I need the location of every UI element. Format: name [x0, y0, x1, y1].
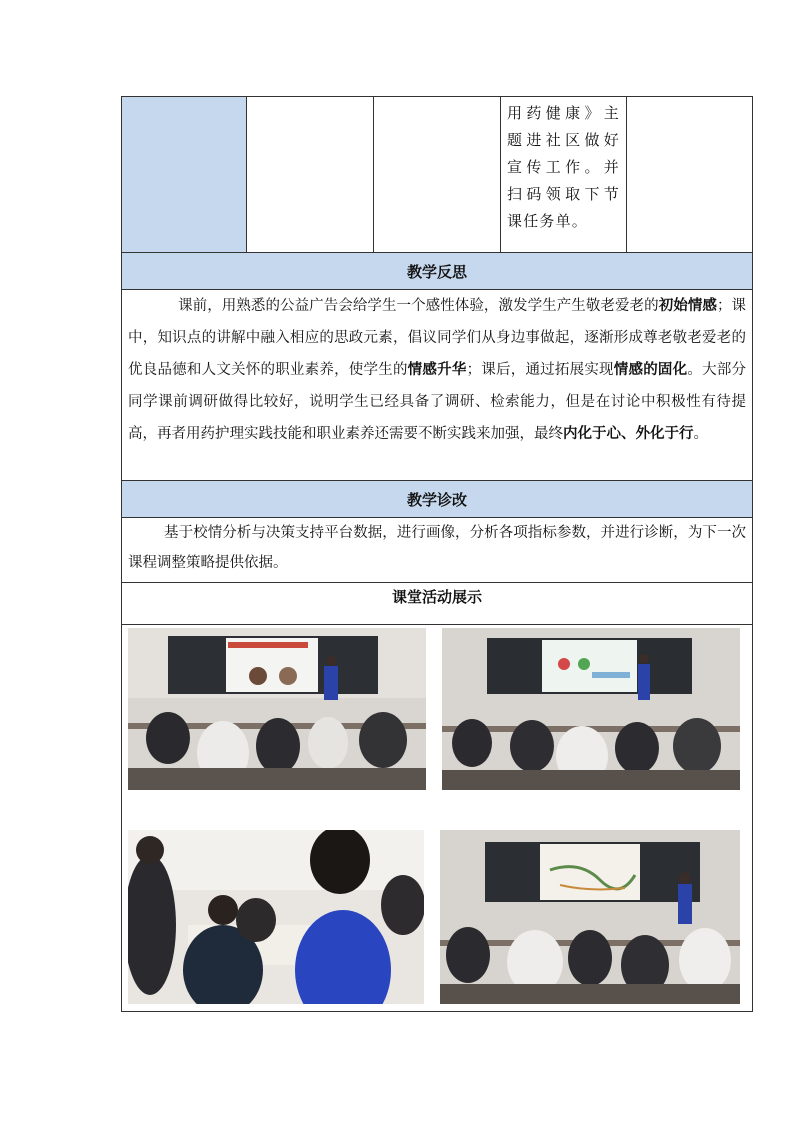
- reflection-seg-6: 。大部分同学课前调研做得比较好，说明学生已经具备了调研、检索能力，但是在讨论中积极性有待提高，再者用药护理实践技能和职业素养还需要不断实践来加强，最终: [128, 362, 747, 442]
- reflection-paragraph: [122, 290, 752, 450]
- classroom-photo-1: [128, 628, 426, 790]
- reflection-seg-0: 课前，用熟悉的公益广告会给学生一个感性体验，激发学生产生敬老爱老的: [178, 298, 659, 314]
- continuation-row: [122, 97, 753, 253]
- reflection-seg-5: 情感的固化: [613, 361, 688, 378]
- reflection-seg-4: ；课后，通过拓展实现: [466, 362, 614, 378]
- lesson-plan-table-frame: [121, 96, 752, 1012]
- continuation-text-cell: [501, 97, 627, 253]
- continuation-label-cell: [122, 97, 247, 253]
- reflection-heading-row: [122, 253, 753, 290]
- reflection-seg-1: 初始情感: [658, 297, 717, 314]
- reflection-seg-7: 内化于心、外化于行: [563, 425, 694, 442]
- diagnosis-body-row: [122, 518, 753, 583]
- reflection-seg-8: 。: [693, 426, 708, 442]
- reflection-heading: 教学反思: [122, 253, 753, 290]
- continuation-empty-cell-3: [627, 97, 753, 253]
- classroom-photo-2: [442, 628, 740, 790]
- activities-photos-cell: [122, 625, 753, 1012]
- classroom-photo-4: [440, 830, 740, 1004]
- activities-photos-row: [122, 625, 753, 1012]
- reflection-seg-2: ；课中，知识点的讲解中融入相应的思政元素，倡议同学们从身边事做起，逐渐形成尊老敬老爱老的优良品德和人文关怀的职业素养，使学生的: [128, 298, 747, 378]
- diagnosis-body-cell: [122, 518, 753, 583]
- lesson-plan-table: [121, 96, 753, 1012]
- reflection-body-row: [122, 290, 753, 481]
- continuation-empty-cell-1: [247, 97, 374, 253]
- diagnosis-text: 基于校情分析与决策支持平台数据，进行画像，分析各项指标参数，并进行诊断，为下一次课程调整策略提供依据。: [128, 525, 746, 571]
- activities-heading: 课堂活动展示: [122, 583, 753, 625]
- reflection-seg-3: 情感升华: [407, 361, 467, 378]
- continuation-text: 用药健康》主题进社区做好宣传工作。并扫码领取下节课任务单。: [507, 104, 620, 230]
- reflection-body-cell: [122, 290, 753, 481]
- diagnosis-paragraph: [122, 518, 752, 578]
- diagnosis-heading-row: [122, 481, 753, 518]
- activities-heading-row: [122, 583, 753, 625]
- continuation-empty-cell-2: [374, 97, 501, 253]
- diagnosis-heading: 教学诊改: [122, 481, 753, 518]
- classroom-photo-3: [128, 830, 424, 1004]
